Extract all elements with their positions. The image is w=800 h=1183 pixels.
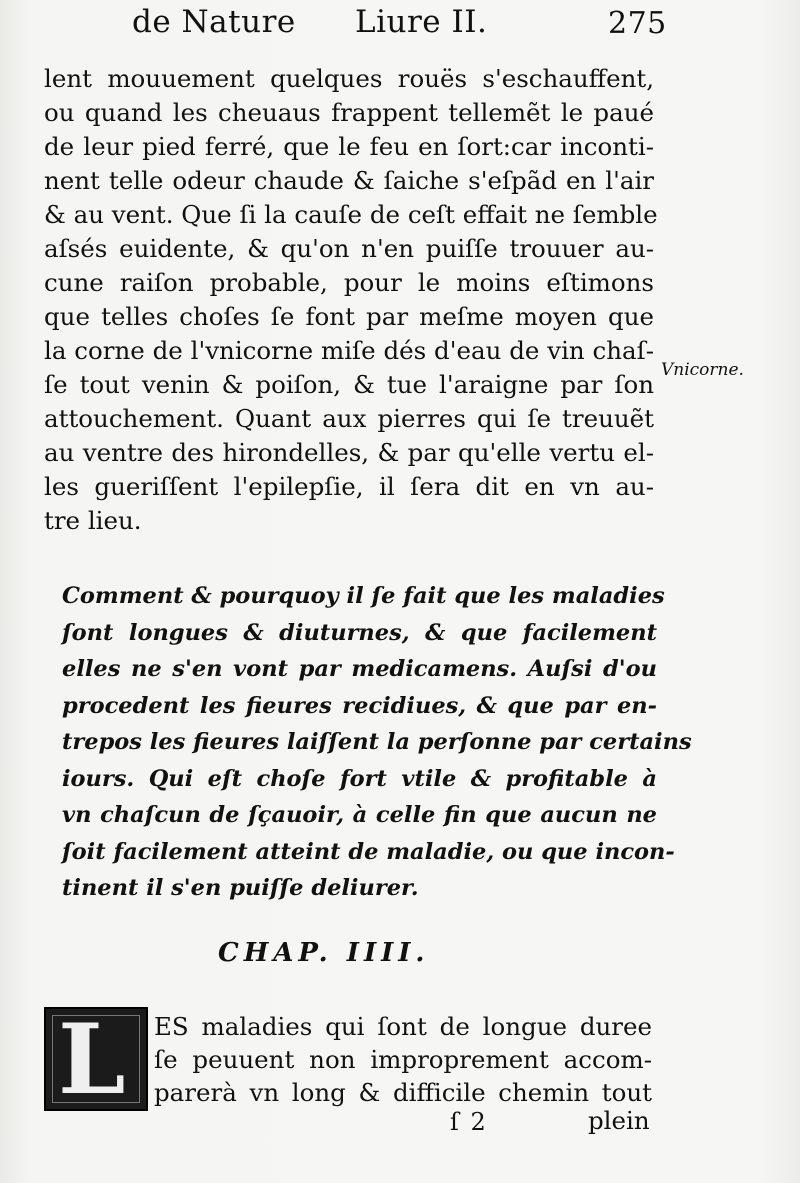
running-header	[0, 4, 800, 48]
text-line: tre lieu.	[44, 506, 142, 535]
text-line: parerà vn long & difficile chemin tout	[154, 1078, 652, 1107]
chapter-summary	[62, 578, 692, 907]
text-line: attouchement. Quant aux pierres qui ſe treuuẽt	[44, 404, 654, 433]
text-line: cune raiſon probable, pour le moins eſtimons	[44, 268, 654, 297]
summary-line: elles ne s'en vont par medicamens. Auſsi d'ou	[62, 656, 657, 682]
drop-cap-letter: L	[58, 1003, 126, 1116]
catchword: plein	[588, 1106, 650, 1135]
running-title-right: Liure II.	[355, 4, 488, 40]
text-line: ES maladies qui ſont de longue duree	[154, 1012, 652, 1041]
summary-line: vn chaſcun de ſçauoir, à celle fin que aucun ne	[62, 802, 657, 828]
text-line: la corne de l'vnicorne miſe dés d'eau de vin chaſ-	[44, 336, 654, 365]
summary-line: iours. Qui eſt choſe fort vtile & profitable à	[62, 765, 657, 792]
margin-note: Vnicorne.	[661, 360, 744, 380]
chapter-heading: CHAP. IIII.	[218, 938, 430, 968]
text-line: que telles choſes ſe font par meſme moyen que	[44, 302, 654, 331]
chapter-text	[154, 1010, 652, 1109]
summary-line: tinent il s'en puiſſe deliurer.	[62, 875, 419, 901]
text-line: ou quand les cheuaus frappent tellemẽt le paué	[44, 98, 654, 127]
text-line: aſsés euidente, & qu'on n'en puiſſe trouuer au-	[44, 234, 654, 263]
summary-line: ſont longues & diuturnes, & que facilement	[62, 619, 657, 646]
body-paragraph	[44, 62, 658, 538]
text-line: ſe tout venin & poiſon, & tue l'araigne par ſon	[44, 370, 654, 399]
drop-cap	[44, 1003, 148, 1116]
text-line: lent mouuement quelques rouës s'eschauffent,	[44, 64, 654, 93]
running-title-left: de Nature	[132, 4, 296, 40]
page-number: 275	[608, 6, 667, 41]
summary-line: procedent les fieures recidiues, & que par en-	[62, 692, 657, 719]
text-line: ſe peuuent non improprement accom-	[154, 1045, 652, 1074]
signature-mark: ſ 2	[450, 1108, 488, 1136]
summary-line: Comment & pourquoy il ſe fait que les maladies	[62, 583, 665, 609]
summary-line: trepos les fieures laiſſent la perſonne par certains	[62, 729, 692, 755]
text-line: de leur pied ferré, que le feu en ſort:car inconti-	[44, 132, 654, 161]
text-line: au ventre des hirondelles, & par qu'elle vertu el-	[44, 438, 654, 467]
text-line: nent telle odeur chaude & ſaiche s'eſpãd en l'air	[44, 166, 654, 195]
text-line: les gueriſſent l'epilepſie, il ſera dit en vn au-	[44, 472, 654, 501]
summary-line: ſoit facilement atteint de maladie, ou que incon-	[62, 838, 675, 865]
text-line: & au vent. Que ſi la cauſe de ceſt effait ne ſemble	[44, 200, 658, 229]
